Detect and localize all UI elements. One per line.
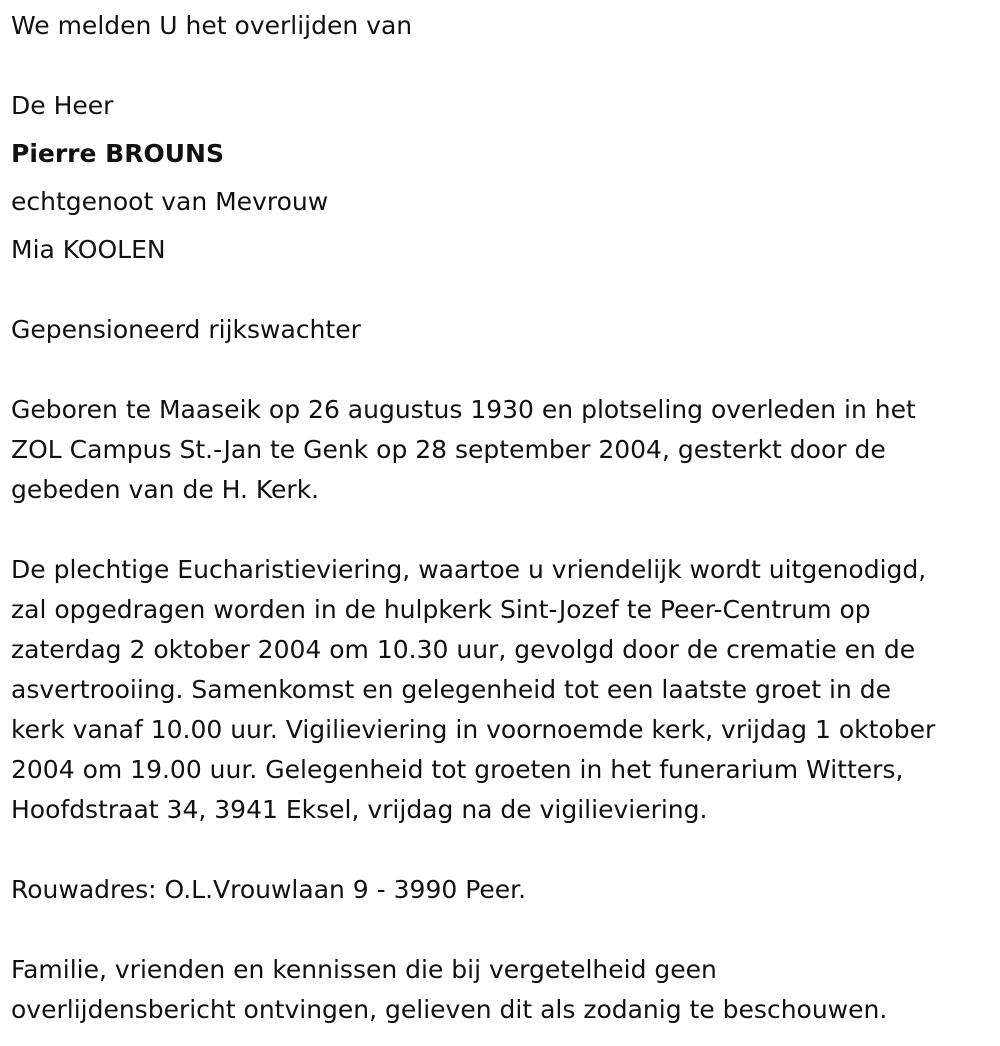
birth-death-line: ZOL Campus St.-Jan te Genk op 28 september 2004, gesterkt door de — [11, 435, 886, 464]
ceremony-line: asvertrooiing. Samenkomst en gelegenheid tot een laatste groet in de — [11, 675, 891, 704]
closing-line: Familie, vrienden en kennissen die bij vergetelheid geen — [11, 955, 717, 984]
closing-line: overlijdensbericht ontvingen, gelieven dit als zodanig te beschouwen. — [11, 995, 888, 1024]
ceremony-line: De plechtige Eucharistieviering, waartoe u vriendelijk wordt uitgenodigd, — [11, 555, 927, 584]
spouse-name: Mia KOOLEN — [11, 235, 166, 264]
ceremony-line: 2004 om 19.00 uur. Gelegenheid tot groeten in het funerarium Witters, — [11, 755, 904, 784]
spouse-prefix: echtgenoot van Mevrouw — [11, 187, 329, 216]
ceremony-line: Hoofdstraat 34, 3941 Eksel, vrijdag na de vigilieviering. — [11, 795, 708, 824]
salutation: De Heer — [11, 91, 114, 120]
intro-text: We melden U het overlijden van — [11, 11, 413, 40]
birth-death-line: gebeden van de H. Kerk. — [11, 475, 320, 504]
ceremony-line: zaterdag 2 oktober 2004 om 10.30 uur, gevolgd door de crematie en de — [11, 635, 916, 664]
mourning-address: Rouwadres: O.L.Vrouwlaan 9 - 3990 Peer. — [11, 875, 527, 904]
deceased-name: Pierre BROUNS — [11, 139, 224, 168]
profession: Gepensioneerd rijkswachter — [11, 315, 361, 344]
birth-death-line: Geboren te Maaseik op 26 augustus 1930 en plotseling overleden in het — [11, 395, 916, 424]
ceremony-line: zal opgedragen worden in de hulpkerk Sint-Jozef te Peer-Centrum op — [11, 595, 871, 624]
ceremony-line: kerk vanaf 10.00 uur. Vigilieviering in voornoemde kerk, vrijdag 1 oktober — [11, 715, 936, 744]
